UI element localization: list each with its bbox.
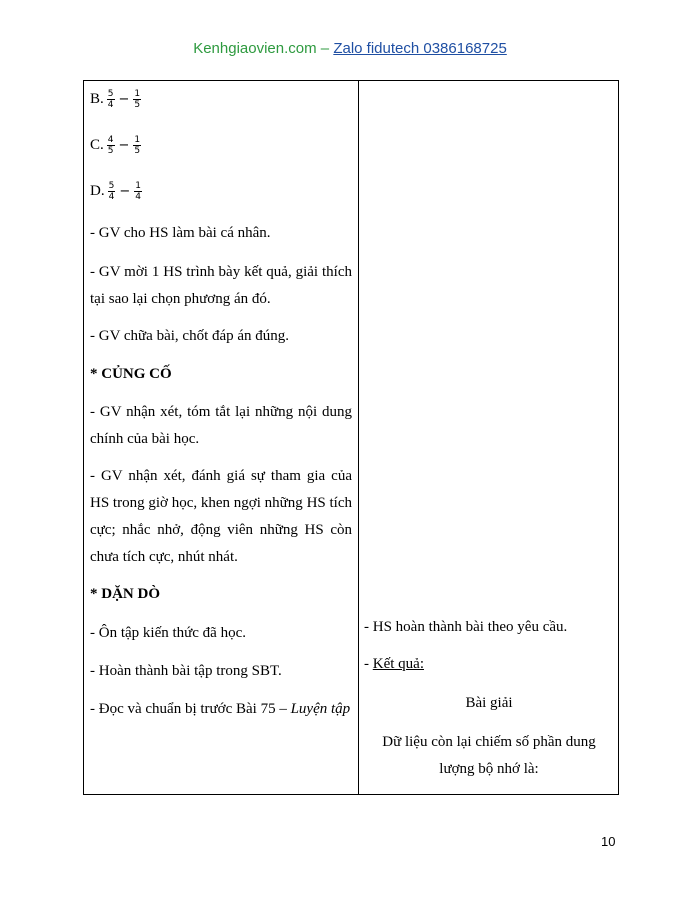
fraction: $\frac{1}{4}$ xyxy=(135,180,141,202)
site-link[interactable]: Kenhgiaovien.com xyxy=(193,40,317,57)
student-complete: - HS hoàn thành bài theo yêu cầu. xyxy=(364,619,568,635)
minus-sign: − xyxy=(118,91,130,107)
fraction: $\frac{1}{5}$ xyxy=(134,134,141,156)
column-divider xyxy=(358,81,359,794)
instruction-individual: - GV cho HS làm bài cá nhân. xyxy=(90,225,271,241)
instruction-correct: - GV chữa bài, chốt đáp án đúng. xyxy=(90,328,290,344)
solution-text: Dữ liệu còn lại chiếm số phần dung lượng bộ nhớ là: xyxy=(382,734,596,777)
instruction-present: - GV mời 1 HS trình bày kết quả, giải thích tại sao lại chọn phương án đó. xyxy=(90,264,352,307)
minus-sign: − xyxy=(119,183,131,199)
lesson-table xyxy=(83,80,619,795)
option-letter: B. xyxy=(90,90,104,107)
consolidate-evaluate: - GV nhận xét, đánh giá sự tham gia của HS trong giờ học, khen ngợi những HS tích cực; nhắc nhở, động viên những HS còn chưa tích cực, nhút nhát. xyxy=(90,468,352,565)
fraction: $\frac{4}{5}$ xyxy=(107,134,114,156)
option-letter: C. xyxy=(90,136,104,153)
heading-dan-do: * DẶN DÒ xyxy=(90,586,160,602)
zalo-link[interactable]: Zalo fidutech 0386168725 xyxy=(333,40,507,57)
result-label: - Kết quả: xyxy=(364,656,424,672)
solution-title: Bài giải xyxy=(465,695,513,711)
option-letter: D. xyxy=(90,182,105,199)
option-d xyxy=(90,179,142,203)
page-number: 10 xyxy=(601,834,616,849)
homework-sbt: - Hoàn thành bài tập trong SBT. xyxy=(90,663,282,679)
fraction: $\frac{1}{5}$ xyxy=(134,88,141,110)
page-header xyxy=(0,40,700,57)
fraction: $\frac{5}{4}$ xyxy=(107,88,114,110)
heading-cung-co: * CỦNG CỐ xyxy=(90,366,172,382)
fraction: $\frac{5}{4}$ xyxy=(108,180,115,202)
header-separator: – xyxy=(316,40,334,57)
homework-review: - Ôn tập kiến thức đã học. xyxy=(90,625,246,641)
homework-prepare: - Đọc và chuẩn bị trước Bài 75 – Luyện tập xyxy=(90,701,351,717)
option-b xyxy=(90,87,141,111)
option-c xyxy=(90,133,141,157)
consolidate-summary: - GV nhận xét, tóm tắt lại những nội dung chính của bài học. xyxy=(90,404,352,447)
minus-sign: − xyxy=(118,137,130,153)
